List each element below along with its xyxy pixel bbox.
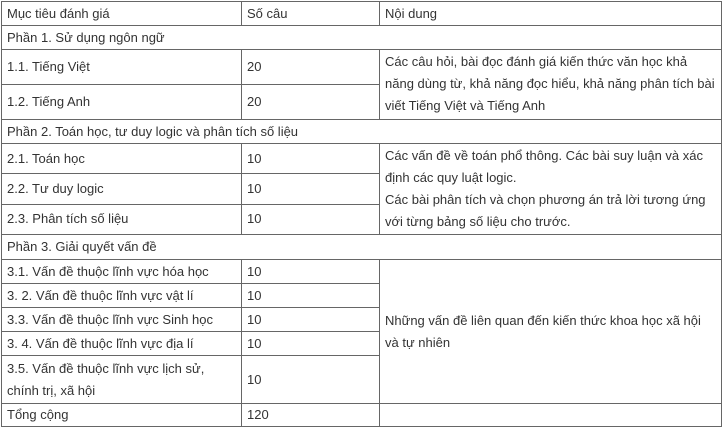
- row-count: 20: [242, 50, 380, 85]
- section-2-title: Phần 2. Toán học, tư duy logic và phân tích số liệu: [2, 120, 722, 144]
- section-2-content-p2: Các bài phân tích và chọn phương án trả lời tương ứng với từng bảng số liệu cho trước.: [385, 192, 706, 229]
- row-count: 10: [242, 308, 380, 332]
- table-row: [2, 144, 722, 174]
- row-label: 2.3. Phân tích số liệu: [2, 204, 242, 234]
- row-label: 3. 2. Vấn đề thuộc lĩnh vực vật lí: [2, 284, 242, 308]
- header-objective: Mục tiêu đánh giá: [2, 2, 242, 26]
- total-content: [380, 404, 722, 427]
- section-3-content: Những vấn đề liên quan đến kiến thức khoa học xã hội và tự nhiên: [380, 260, 722, 404]
- table-row: [2, 260, 722, 284]
- total-count: 120: [242, 404, 380, 427]
- row-label: 3.3. Vấn đề thuộc lĩnh vực Sinh học: [2, 308, 242, 332]
- section-title-row: [2, 235, 722, 260]
- exam-structure-table: [1, 1, 722, 427]
- row-label: 3. 4. Vấn đề thuộc lĩnh vực địa lí: [2, 332, 242, 356]
- row-count: 10: [242, 204, 380, 234]
- row-label: 3.1. Vấn đề thuộc lĩnh vực hóa học: [2, 260, 242, 284]
- section-1-title: Phần 1. Sử dụng ngôn ngữ: [2, 26, 722, 50]
- row-count: 20: [242, 85, 380, 120]
- section-title-row: [2, 120, 722, 144]
- header-content: Nội dung: [380, 2, 722, 26]
- row-label: 2.2. Tư duy logic: [2, 174, 242, 204]
- section-2-content: [380, 144, 722, 235]
- section-2-content-p1: Các vấn đề về toán phổ thông. Các bài suy luận và xác định các quy luật logic.: [385, 148, 703, 185]
- row-label: 1.1. Tiếng Việt: [2, 50, 242, 85]
- header-row: [2, 2, 722, 26]
- row-count: 10: [242, 174, 380, 204]
- table-row: [2, 50, 722, 85]
- section-3-title: Phần 3. Giải quyết vấn đề: [2, 235, 722, 260]
- section-1-content: Các câu hỏi, bài đọc đánh giá kiến thức văn học khả năng dùng từ, khả năng đọc hiểu, khả năng phân tích bài viết Tiếng Việt và Tiếng Anh: [380, 50, 722, 120]
- row-count: 10: [242, 260, 380, 284]
- row-count: 10: [242, 144, 380, 174]
- row-label: 2.1. Toán học: [2, 144, 242, 174]
- total-label: Tổng cộng: [2, 404, 242, 427]
- row-count: 10: [242, 356, 380, 404]
- row-label: 3.5. Vấn đề thuộc lĩnh vực lịch sử, chính trị, xã hội: [2, 356, 242, 404]
- row-label: 1.2. Tiếng Anh: [2, 85, 242, 120]
- row-count: 10: [242, 284, 380, 308]
- header-count: Số câu: [242, 2, 380, 26]
- row-count: 10: [242, 332, 380, 356]
- total-row: [2, 404, 722, 427]
- section-title-row: [2, 26, 722, 50]
